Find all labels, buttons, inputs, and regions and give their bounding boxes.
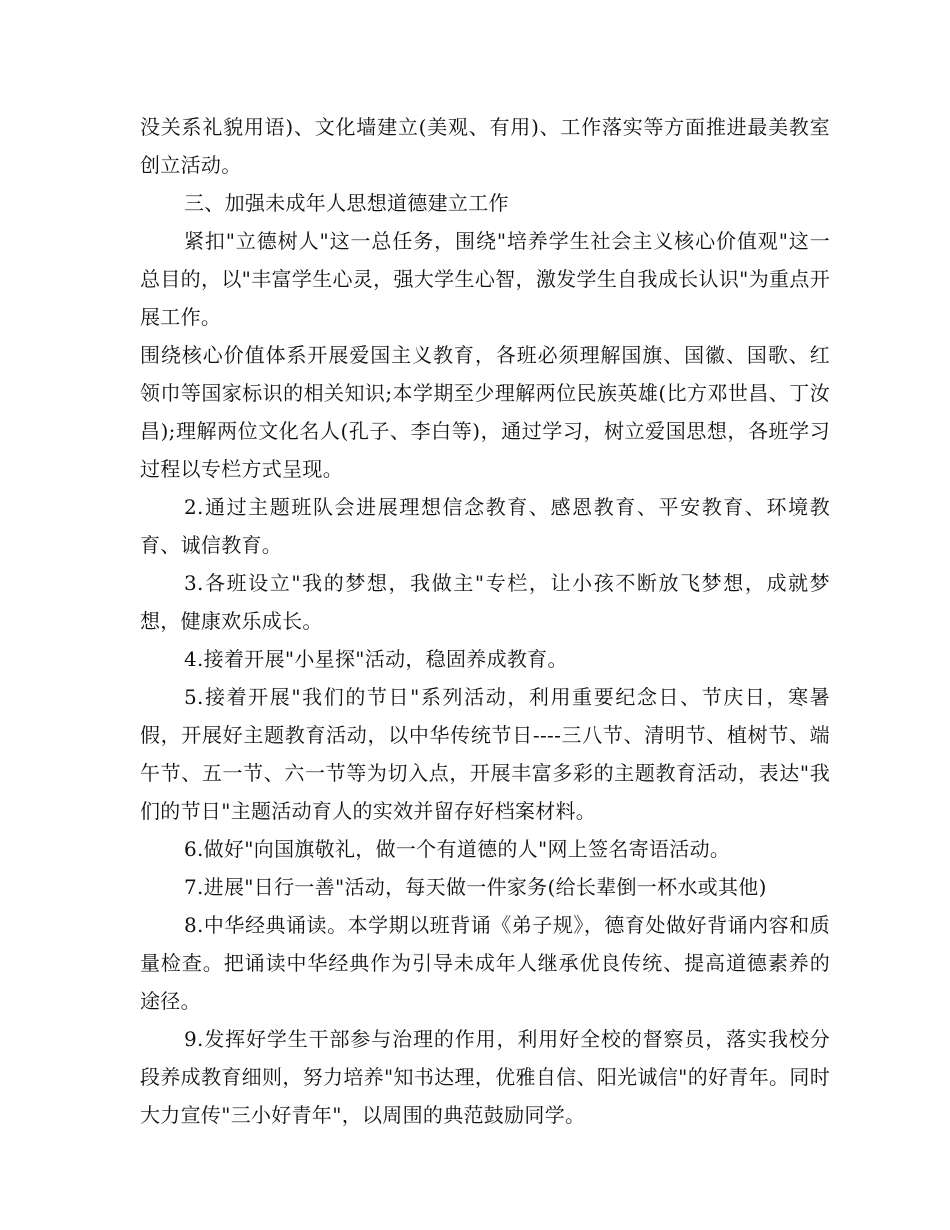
section-heading: 三、加强未成年人思想道德建立工作: [184, 191, 509, 215]
paragraph-continued: 没关系礼貌用语)、文化墙建立(美观、有用)、工作落实等方面推进最美教室创立活动。: [140, 115, 830, 177]
list-item-9: 9.发挥好学生干部参与治理的作用，利用好全校的督察员，落实我校分段养成教育细则，努力培养"知书达理，优雅自信、阳光诚信"的好青年。同时大力宣传"三小好青年"，以周围的典范鼓励同学。: [140, 1027, 830, 1127]
paragraph-patriotism: 围绕核心价值体系开展爱国主义教育，各班必须理解国旗、国徽、国歌、红领巾等国家标识的相关知识;本学期至少理解两位民族英雄(比方邓世昌、丁汝昌);理解两位文化名人(孔子、李白等)，通过学习，树立爱国思想，各班学习过程以专栏方式呈现。: [140, 343, 830, 481]
list-item-7: 7.进展"日行一善"活动，每天做一件家务(给长辈倒一杯水或其他): [184, 875, 767, 899]
list-item-4: 4.接着开展"小星探"活动，稳固养成教育。: [184, 647, 568, 671]
list-item-6: 6.做好"向国旗敬礼，做一个有道德的人"网上签名寄语活动。: [184, 837, 731, 861]
list-item-3: 3.各班设立"我的梦想，我做主"专栏，让小孩不断放飞梦想，成就梦想，健康欢乐成长。: [140, 571, 830, 633]
paragraph-intro: 紧扣"立德树人"这一总任务，围绕"培养学生社会主义核心价值观"这一总目的，以"丰富学生心灵，强大学生心智，激发学生自我成长认识"为重点开展工作。: [140, 229, 830, 329]
list-item-8: 8.中华经典诵读。本学期以班背诵《弟子规》，德育处做好背诵内容和质量检查。把诵读中华经典作为引导未成年人继承优良传统、提高道德素养的途径。: [140, 913, 830, 1013]
list-item-2: 2.通过主题班队会进展理想信念教育、感恩教育、平安教育、环境教育、诚信教育。: [140, 495, 830, 557]
document-page: [140, 108, 830, 1134]
list-item-5: 5.接着开展"我们的节日"系列活动，利用重要纪念日、节庆日，寒暑假，开展好主题教育活动，以中华传统节日----三八节、清明节、植树节、端午节、五一节、六一节等为切入点，开展丰富多彩的主题教育活动，表达"我们的节日"主题活动育人的实效并留存好档案材料。: [140, 685, 830, 823]
